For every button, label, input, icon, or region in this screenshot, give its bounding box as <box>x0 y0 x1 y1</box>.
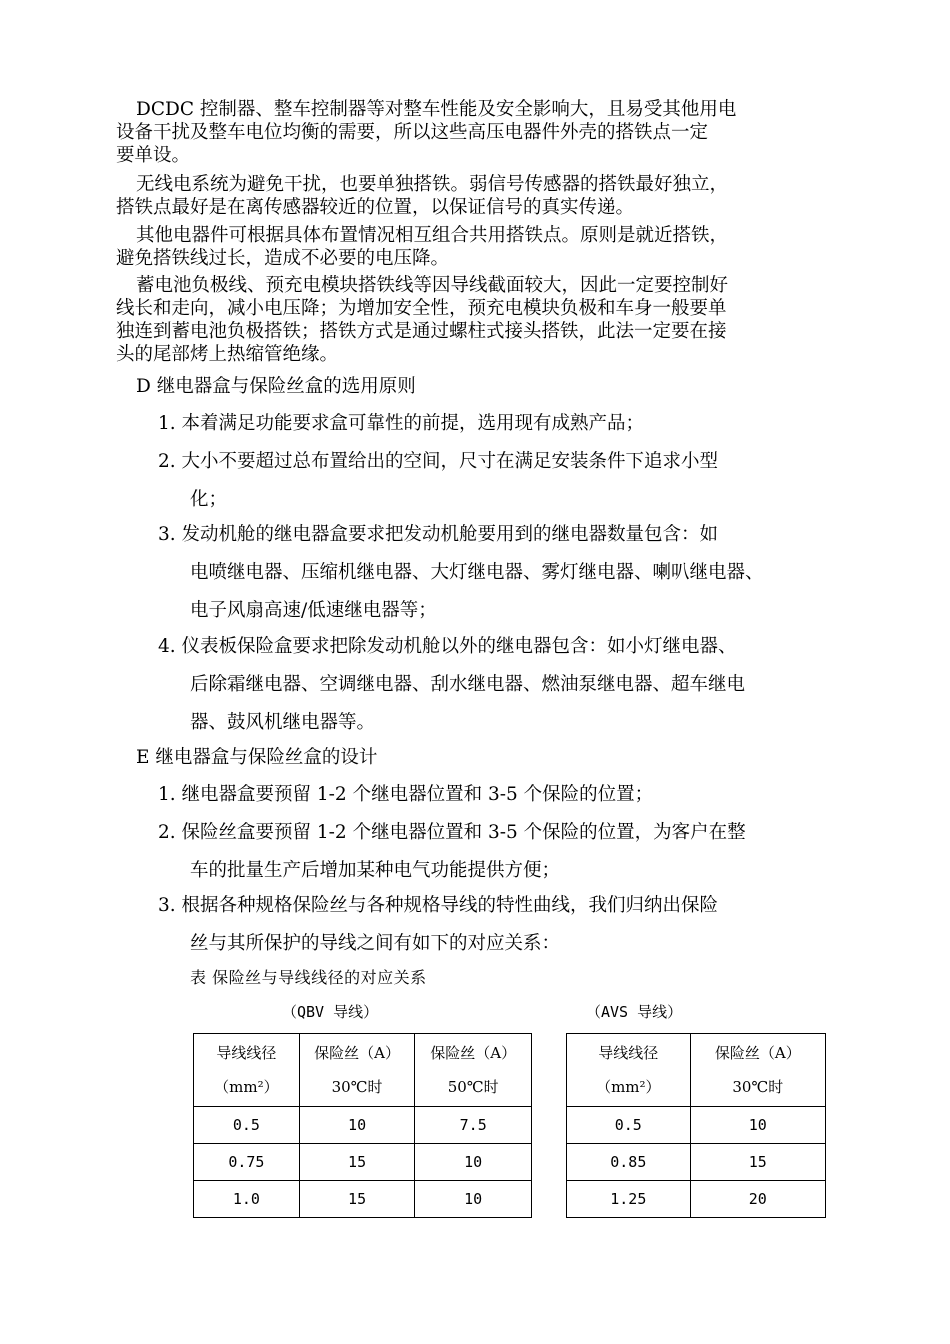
qbv-table-title: （QBV 导线） <box>282 1003 379 1021</box>
table-row <box>567 1107 826 1144</box>
list-item: 1. 本着满足功能要求盒可靠性的前提，选用现有成熟产品； <box>158 413 645 434</box>
table-header-row <box>567 1034 826 1107</box>
text-line: 蓄电池负极线、预充电模块搭铁线等因导线截面较大，因此一定要控制好 <box>136 275 729 296</box>
table-row <box>194 1181 532 1218</box>
table-cell: 15 <box>690 1144 825 1181</box>
text-line: 搭铁点最好是在离传感器较近的位置，以保证信号的真实传递。 <box>116 197 635 218</box>
table-cell: 1.25 <box>567 1181 691 1218</box>
table-cell: 0.85 <box>567 1144 691 1181</box>
header-cell: 导线线径 （mm²） <box>567 1034 691 1107</box>
table-cell: 15 <box>299 1181 415 1218</box>
table-caption: 表 保险丝与导线线径的对应关系 <box>190 968 427 987</box>
header-cell: 保险丝（A） 50℃时 <box>415 1034 532 1107</box>
text-line: 其他电器件可根据具体布置情况相互组合共用搭铁点。原则是就近搭铁， <box>136 225 729 246</box>
list-item: 4. 仪表板保险盒要求把除发动机舱以外的继电器包含：如小灯继电器、 后除霜继电器、空调继电器、刮水继电器、燃油泵继电器、超车继电 器、鼓风机继电器等。 <box>158 636 746 733</box>
header-cell: 导线线径 （mm²） <box>194 1034 300 1107</box>
text-line: 要单设。 <box>116 145 191 166</box>
text-line: 设备干扰及整车电位均衡的需要，所以这些高压电器件外壳的搭铁点一定 <box>116 122 709 143</box>
avs-table <box>566 1033 826 1218</box>
list-item: 3. 根据各种规格保险丝与各种规格导线的特性曲线，我们归纳出保险 丝与其所保护的导线之间有如下的对应关系： <box>158 895 719 954</box>
text-line: 避免搭铁线过长，造成不必要的电压降。 <box>116 248 450 269</box>
table-cell: 10 <box>690 1107 825 1144</box>
paragraph-battery <box>116 274 836 366</box>
table-cell: 7.5 <box>415 1107 532 1144</box>
table-header-row <box>194 1034 532 1107</box>
paragraph-other <box>116 224 836 270</box>
table-cell: 15 <box>299 1144 415 1181</box>
section-e-heading: E 继电器盒与保险丝盒的设计 <box>136 747 378 768</box>
table-row <box>194 1144 532 1181</box>
text-line: DCDC 控制器、整车控制器等对整车性能及安全影响大，且易受其他用电 <box>136 99 737 120</box>
header-cell: 保险丝（A） 30℃时 <box>299 1034 415 1107</box>
avs-table-title: （AVS 导线） <box>586 1003 683 1021</box>
table-cell: 10 <box>415 1181 532 1218</box>
text-line: 无线电系统为避免干扰，也要单独搭铁。弱信号传感器的搭铁最好独立， <box>136 174 729 195</box>
table-cell: 0.75 <box>194 1144 300 1181</box>
table-cell: 10 <box>299 1107 415 1144</box>
table-row <box>194 1107 532 1144</box>
table-cell: 0.5 <box>194 1107 300 1144</box>
text-line: 线长和走向，减小电压降；为增加安全性，预充电模块负极和车身一般要单 <box>116 298 727 319</box>
list-item: 1. 继电器盒要预留 1-2 个继电器位置和 3-5 个保险的位置； <box>158 784 654 805</box>
list-item: 2. 大小不要超过总布置给出的空间，尺寸在满足安装条件下追求小型 化； <box>158 451 719 510</box>
text-line: 头的尾部烤上热缩管绝缘。 <box>116 344 339 365</box>
qbv-table <box>193 1033 532 1218</box>
list-item: 2. 保险丝盒要预留 1-2 个继电器位置和 3-5 个保险的位置，为客户在整 车的批量生产后增加某种电气功能提供方便； <box>158 822 746 881</box>
table-cell: 10 <box>415 1144 532 1181</box>
table-cell: 20 <box>690 1181 825 1218</box>
paragraph-dcdc <box>116 98 836 167</box>
paragraph-radio <box>116 173 836 219</box>
table-cell: 1.0 <box>194 1181 300 1218</box>
header-cell: 保险丝（A） 30℃时 <box>690 1034 825 1107</box>
table-cell: 0.5 <box>567 1107 691 1144</box>
text-line: 独连到蓄电池负极搭铁；搭铁方式是通过螺柱式接头搭铁，此法一定要在接 <box>116 321 727 342</box>
section-d-heading: D 继电器盒与保险丝盒的选用原则 <box>136 376 416 397</box>
list-item: 3. 发动机舱的继电器盒要求把发动机舱要用到的继电器数量包含：如 电喷继电器、压缩机继电器、大灯继电器、雾灯继电器、喇叭继电器、 电子风扇高速/低速继电器等； <box>158 524 764 621</box>
table-row <box>567 1181 826 1218</box>
table-row <box>567 1144 826 1181</box>
